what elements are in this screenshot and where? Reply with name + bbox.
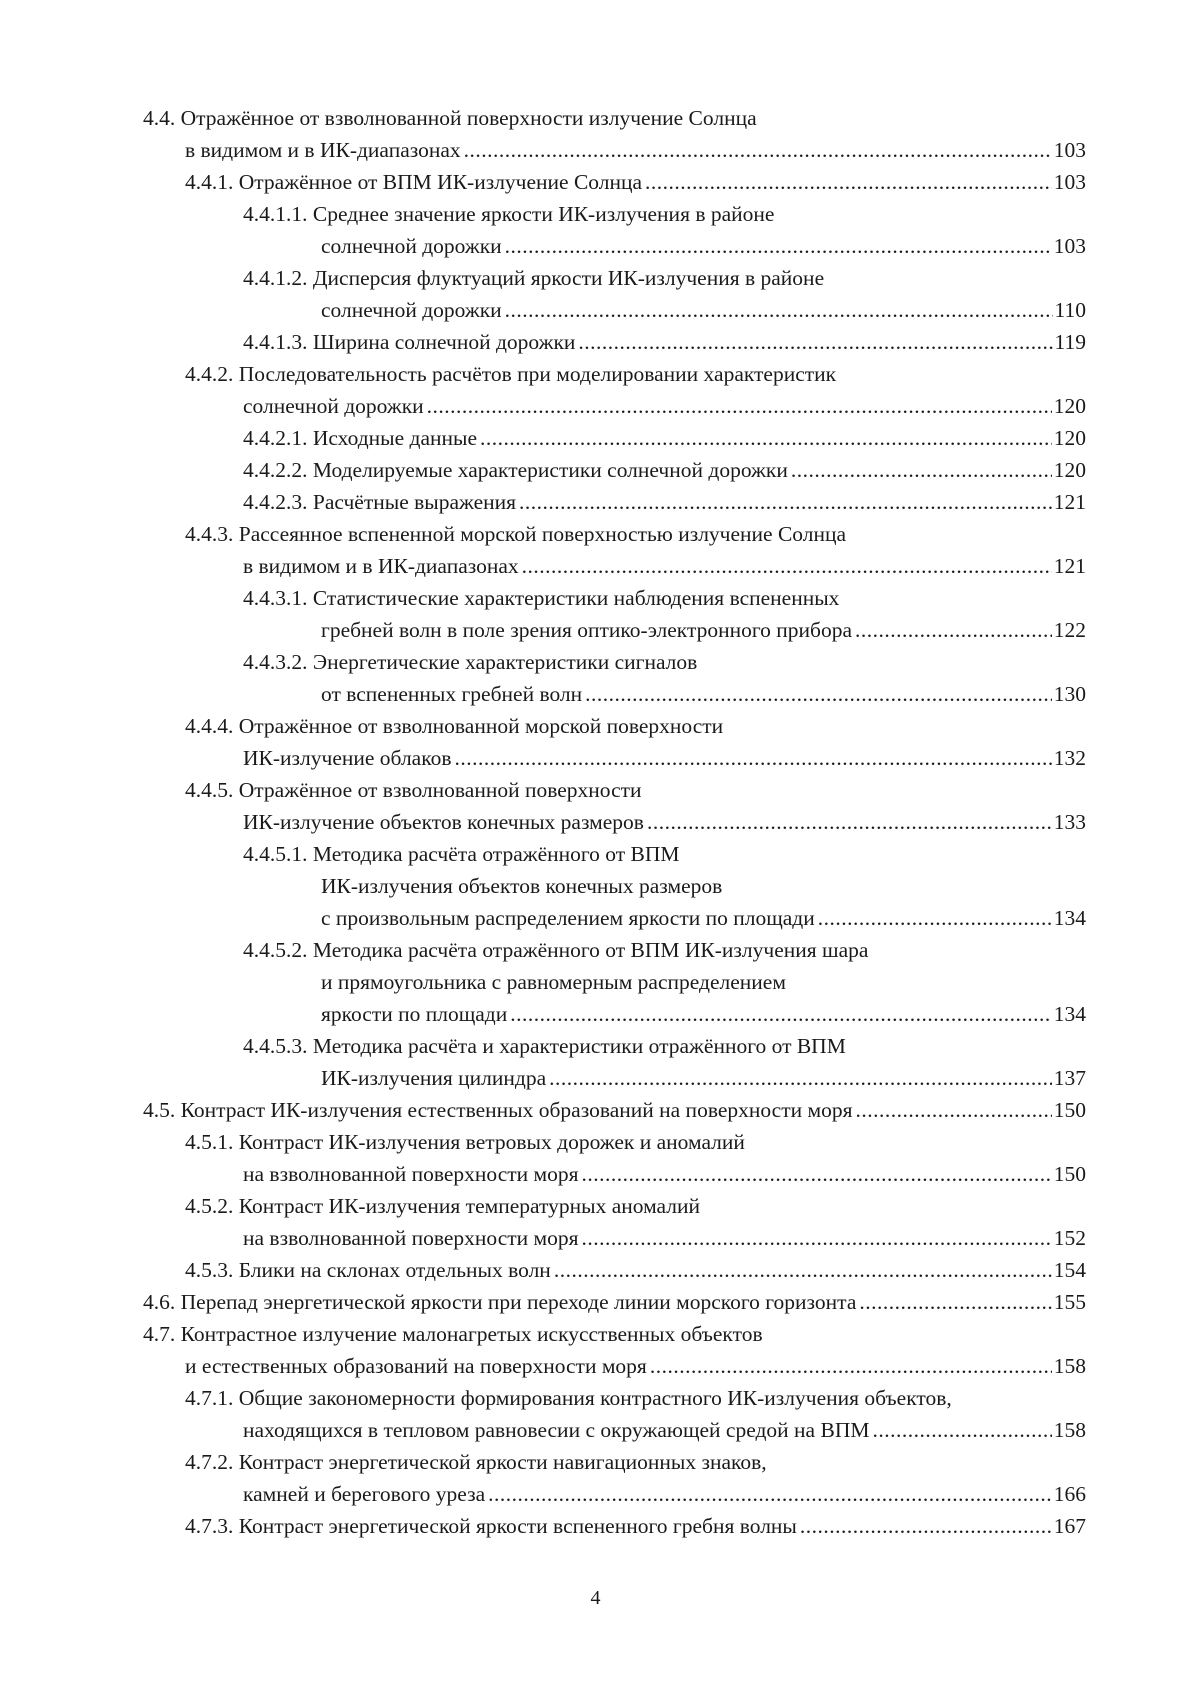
toc-line	[185, 1351, 1086, 1381]
toc-line	[321, 1063, 1086, 1093]
toc-line	[321, 903, 1086, 933]
toc-page-number: 103	[1053, 234, 1086, 258]
toc-page-number: 132	[1053, 746, 1086, 770]
toc-line	[185, 359, 1086, 389]
toc-page-number: 122	[1053, 618, 1086, 642]
toc-entry-text: 4.4.5. Отражённое от взволнованной поверхности	[185, 778, 642, 802]
toc-entry-text: 4.7.2. Контраст энергетической яркости навигационных знаков,	[185, 1450, 767, 1474]
toc-page-number: 166	[1053, 1482, 1086, 1506]
toc-entry-text: 4.5.2. Контраст ИК-излучения температурных аномалий	[185, 1194, 701, 1218]
toc-entry-text: и прямоугольника с равномерным распределением	[321, 970, 786, 994]
dot-leader	[522, 551, 1052, 581]
toc-line	[243, 935, 1086, 965]
toc-line	[143, 1319, 1086, 1349]
toc-entry-text: на взволнованной поверхности моря	[243, 1226, 579, 1250]
toc-line	[321, 967, 1086, 997]
toc-line	[243, 839, 1086, 869]
toc-entry-text: гребней волн в поле зрения оптико-электронного прибора	[321, 618, 853, 642]
dot-leader	[510, 999, 1051, 1029]
toc-entry-text: 4.5.3. Блики на склонах отдельных волн	[185, 1258, 551, 1282]
toc-line	[185, 775, 1086, 805]
toc-entry-text: с произвольным распределением яркости по площади	[321, 906, 815, 930]
toc-entry-text: 4.4.5.1. Методика расчёта отражённого от ВПМ	[243, 842, 680, 866]
toc-entry-text: 4.4.4. Отражённое от взволнованной морской поверхности	[185, 714, 724, 738]
toc-entry-text: 4.4.3.2. Энергетические характеристики сигналов	[243, 650, 698, 674]
toc-entry-text: 4.5.1. Контраст ИК-излучения ветровых дорожек и аномалий	[185, 1130, 745, 1154]
toc-page-number: 150	[1053, 1098, 1086, 1122]
toc-page-number: 120	[1053, 426, 1086, 450]
dot-leader	[800, 1511, 1052, 1541]
toc-entry-text: 4.4. Отражённое от взволнованной поверхности излучение Солнца	[143, 106, 757, 130]
toc-entry-text: 4.4.2. Последовательность расчётов при моделировании характеристик	[185, 362, 837, 386]
toc-line	[185, 519, 1086, 549]
toc-page-number: 121	[1053, 554, 1086, 578]
dot-leader	[505, 295, 1053, 325]
toc-entry-text: и естественных образований на поверхности моря	[185, 1354, 647, 1378]
toc-entry-text: 4.4.2.2. Моделируемые характеристики солнечной дорожки	[243, 458, 788, 482]
toc-entry-text: 4.6. Перепад энергетической яркости при переходе линии морского горизонта	[143, 1290, 857, 1314]
toc-entry-text: 4.4.5.3. Методика расчёта и характеристики отражённого от ВПМ	[243, 1034, 846, 1058]
toc-line	[243, 551, 1086, 581]
toc-page-number: 155	[1053, 1290, 1086, 1314]
toc-line	[243, 423, 1086, 453]
toc-page-number: 134	[1053, 1002, 1086, 1026]
toc-page-number: 137	[1053, 1066, 1086, 1090]
dot-leader	[488, 1479, 1052, 1509]
toc-entry-text: ИК-излучение объектов конечных размеров	[243, 810, 644, 834]
toc-entry-text: 4.4.2.1. Исходные данные	[243, 426, 478, 450]
toc-entry-text: солнечной дорожки	[321, 234, 502, 258]
toc-page-number: 154	[1053, 1258, 1086, 1282]
toc-entry-text: в видимом и в ИК-диапазонах	[243, 554, 519, 578]
toc-page-number: 150	[1053, 1162, 1086, 1186]
toc-line	[243, 263, 1086, 293]
toc-page-number: 130	[1053, 682, 1086, 706]
dot-leader	[647, 807, 1052, 837]
toc-line	[185, 1191, 1086, 1221]
toc-entry-text: ИК-излучения цилиндра	[321, 1066, 547, 1090]
toc-entry-text: солнечной дорожки	[243, 394, 424, 418]
toc-line	[243, 487, 1086, 517]
toc-page-number: 120	[1053, 458, 1086, 482]
toc-entry-text: от вспененных гребней волн	[321, 682, 583, 706]
toc-entry-text: 4.4.1.2. Дисперсия флуктуаций яркости ИК-излучения в районе	[243, 266, 825, 290]
toc-page-number: 103	[1053, 138, 1086, 162]
toc-line	[143, 1095, 1086, 1125]
toc-line	[243, 1479, 1086, 1509]
dot-leader	[645, 167, 1052, 197]
toc-page-number: 110	[1054, 298, 1086, 322]
toc-line	[321, 999, 1086, 1029]
toc-line	[243, 199, 1086, 229]
dot-leader	[582, 1159, 1052, 1189]
toc-page-number: 158	[1053, 1354, 1086, 1378]
dot-leader	[578, 327, 1052, 357]
toc-page-number: 121	[1053, 490, 1086, 514]
toc-entry-text: 4.4.3.1. Статистические характеристики наблюдения вспененных	[243, 586, 840, 610]
toc-line	[185, 1127, 1086, 1157]
toc-entry-text: солнечной дорожки	[321, 298, 502, 322]
dot-leader	[818, 903, 1052, 933]
toc-entry-text: яркости по площади	[321, 1002, 508, 1026]
toc-line	[185, 135, 1086, 165]
toc-line	[243, 647, 1086, 677]
dot-leader	[480, 423, 1052, 453]
dot-leader	[856, 1095, 1052, 1125]
toc-line	[321, 295, 1086, 325]
toc-page-number: 158	[1053, 1418, 1086, 1442]
toc-entry-text: в видимом и в ИК-диапазонах	[185, 138, 461, 162]
toc-entry-text: 4.7.1. Общие закономерности формирования контрастного ИК-излучения объектов,	[185, 1386, 952, 1410]
toc-line	[243, 1031, 1086, 1061]
toc-entry-text: находящихся в тепловом равновесии с окружающей средой на ВПМ	[243, 1418, 870, 1442]
toc-entry-text: 4.4.1.3. Ширина солнечной дорожки	[243, 330, 576, 354]
toc-page-number: 103	[1053, 170, 1086, 194]
toc-line	[321, 231, 1086, 261]
toc-line	[321, 871, 1086, 901]
toc-line	[243, 455, 1086, 485]
toc-line	[185, 167, 1086, 197]
toc-line	[321, 615, 1086, 645]
toc-line	[185, 1511, 1086, 1541]
dot-leader	[855, 615, 1052, 645]
toc-line	[243, 1159, 1086, 1189]
dot-leader	[582, 1223, 1052, 1253]
toc-line	[243, 1223, 1086, 1253]
toc-line	[185, 711, 1086, 741]
toc-line	[321, 679, 1086, 709]
toc-page-number: 152	[1053, 1226, 1086, 1250]
toc-page-number: 134	[1053, 906, 1086, 930]
toc-entry-text: 4.4.1. Отражённое от ВПМ ИК-излучение Солнца	[185, 170, 643, 194]
toc-line	[243, 1415, 1086, 1445]
toc-line	[243, 743, 1086, 773]
toc-line	[185, 1255, 1086, 1285]
toc-entry-text: ИК-излучения объектов конечных размеров	[321, 874, 723, 898]
page-number: 4	[590, 1587, 601, 1609]
dot-leader	[872, 1415, 1051, 1445]
toc-entry-text: 4.5. Контраст ИК-излучения естественных образований на поверхности моря	[143, 1098, 853, 1122]
dot-leader	[505, 231, 1052, 261]
dot-leader	[464, 135, 1052, 165]
toc-line	[243, 327, 1086, 357]
toc-line	[243, 583, 1086, 613]
dot-leader	[585, 679, 1052, 709]
dot-leader	[549, 1063, 1052, 1093]
dot-leader	[427, 391, 1052, 421]
toc-line	[143, 1287, 1086, 1317]
toc-line	[185, 1447, 1086, 1477]
toc-entry-text: камней и берегового уреза	[243, 1482, 486, 1506]
toc-entry-text: ИК-излучение облаков	[243, 746, 452, 770]
toc-line	[243, 807, 1086, 837]
dot-leader	[859, 1287, 1051, 1317]
toc-page-number: 120	[1053, 394, 1086, 418]
toc-page-number: 119	[1054, 330, 1086, 354]
toc-entry-text: 4.7.3. Контраст энергетической яркости вспененного гребня волны	[185, 1514, 797, 1538]
toc-entry-text: 4.4.3. Рассеянное вспененной морской поверхностью излучение Солнца	[185, 522, 847, 546]
toc-entry-text: 4.4.1.1. Среднее значение яркости ИК-излучения в районе	[243, 202, 775, 226]
toc-page-number: 167	[1053, 1514, 1086, 1538]
toc-line	[185, 1383, 1086, 1413]
toc-page-number: 133	[1053, 810, 1086, 834]
toc-entry-text: 4.7. Контрастное излучение малонагретых искусственных объектов	[143, 1322, 763, 1346]
dot-leader	[454, 743, 1051, 773]
toc-entry-text: на взволнованной поверхности моря	[243, 1162, 579, 1186]
toc-line	[243, 391, 1086, 421]
dot-leader	[791, 455, 1052, 485]
toc-line	[143, 103, 1086, 133]
toc-entry-text: 4.4.2.3. Расчётные выражения	[243, 490, 517, 514]
dot-leader	[650, 1351, 1052, 1381]
dot-leader	[554, 1255, 1052, 1285]
toc-entry-text: 4.4.5.2. Методика расчёта отражённого от ВПМ ИК-излучения шара	[243, 938, 869, 962]
dot-leader	[519, 487, 1052, 517]
